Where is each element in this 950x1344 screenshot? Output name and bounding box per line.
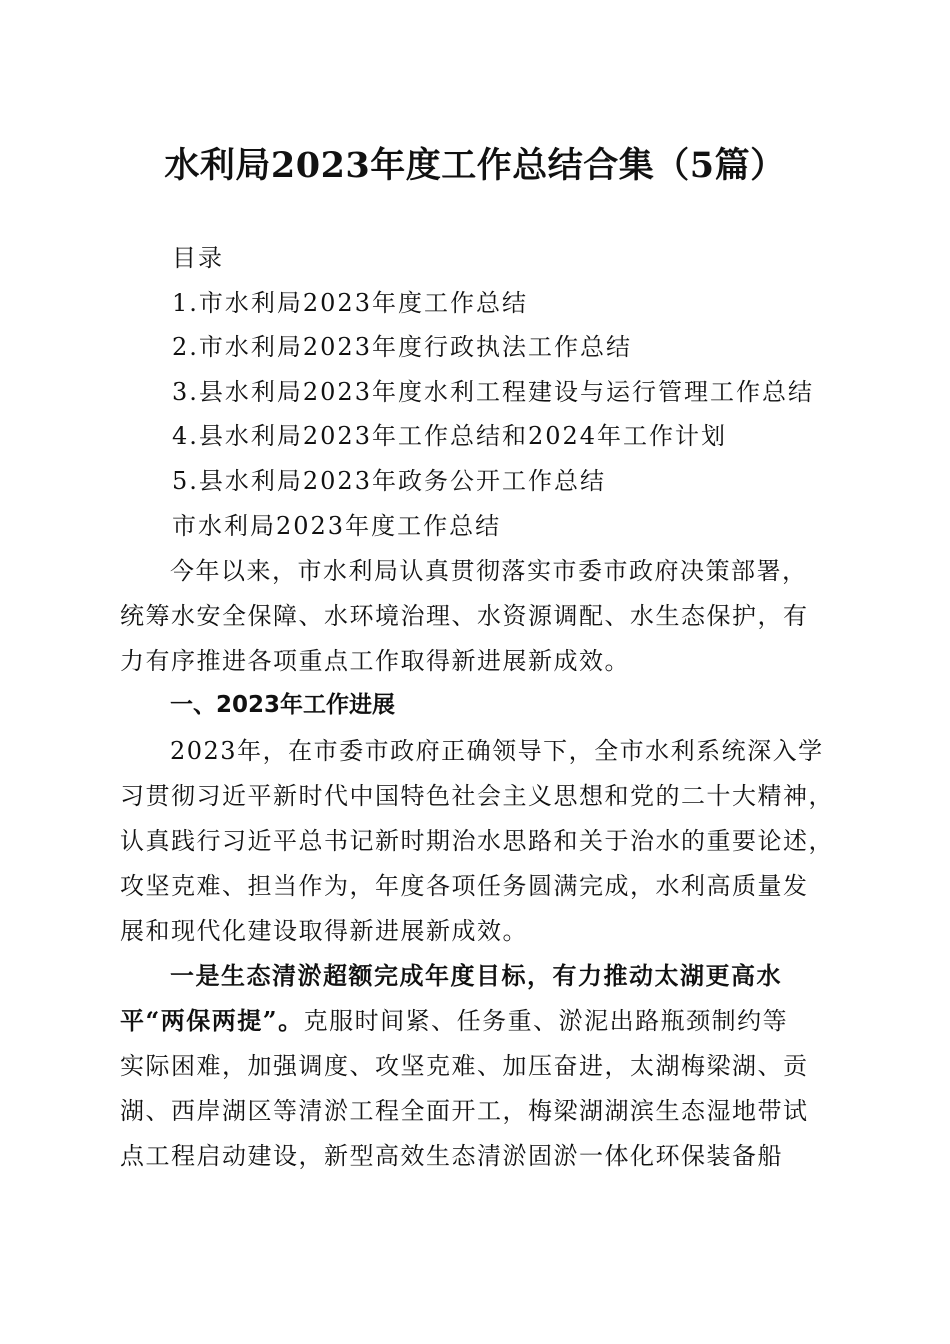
- article-title: 市水利局2023年度工作总结: [172, 512, 502, 540]
- intro-line-3: 力有序推进各项重点工作取得新进展新成效。: [120, 647, 630, 675]
- document-title: 水利局2023年度工作总结合集（5篇）: [164, 145, 786, 186]
- para1-line-5: 展和现代化建设取得新进展新成效。: [120, 917, 528, 945]
- toc-item-4: 4.县水利局2023年工作总结和2024年工作计划: [172, 422, 728, 450]
- intro-line-2: 统筹水安全保障、水环境治理、水资源调配、水生态保护，有: [120, 602, 809, 630]
- toc-item-3: 3.县水利局2023年度水利工程建设与运行管理工作总结: [172, 378, 814, 406]
- para2-line-4: 湖、西岸湖区等清淤工程全面开工，梅梁湖湖滨生态湿地带试: [120, 1097, 809, 1125]
- toc-item-5: 5.县水利局2023年政务公开工作总结: [172, 467, 606, 495]
- para2-bold-lead: 平“两保两提”。: [120, 1006, 304, 1035]
- para1-line-1: 2023年，在市委市政府正确领导下，全市水利系统深入学: [170, 737, 824, 765]
- para2-line-2: [120, 1001, 788, 1036]
- para1-line-4: 攻坚克难、担当作为，年度各项任务圆满完成，水利高质量发: [120, 872, 809, 900]
- para2-line-5: 点工程启动建设，新型高效生态清淤固淤一体化环保装备船: [120, 1142, 783, 1170]
- toc-item-2: 2.市水利局2023年度行政执法工作总结: [172, 333, 632, 361]
- toc-label: 目录: [172, 244, 224, 272]
- toc-item-1: 1.市水利局2023年度工作总结: [172, 289, 528, 317]
- section-heading: 一、2023年工作进展: [170, 692, 396, 718]
- para2-bold-line-1: 一是生态清淤超额完成年度目标，有力推动太湖更高水: [170, 961, 782, 990]
- para2-line-3: 实际困难，加强调度、攻坚克难、加压奋进，太湖梅梁湖、贡: [120, 1052, 809, 1080]
- para2-text: 克服时间紧、任务重、淤泥出路瓶颈制约等: [303, 1007, 789, 1035]
- intro-line-1: 今年以来，市水利局认真贯彻落实市委市政府决策部署，: [170, 557, 808, 585]
- para1-line-3: 认真践行习近平总书记新时期治水思路和关于治水的重要论述，: [120, 827, 834, 855]
- para1-line-2: 习贯彻习近平新时代中国特色社会主义思想和党的二十大精神，: [120, 782, 834, 810]
